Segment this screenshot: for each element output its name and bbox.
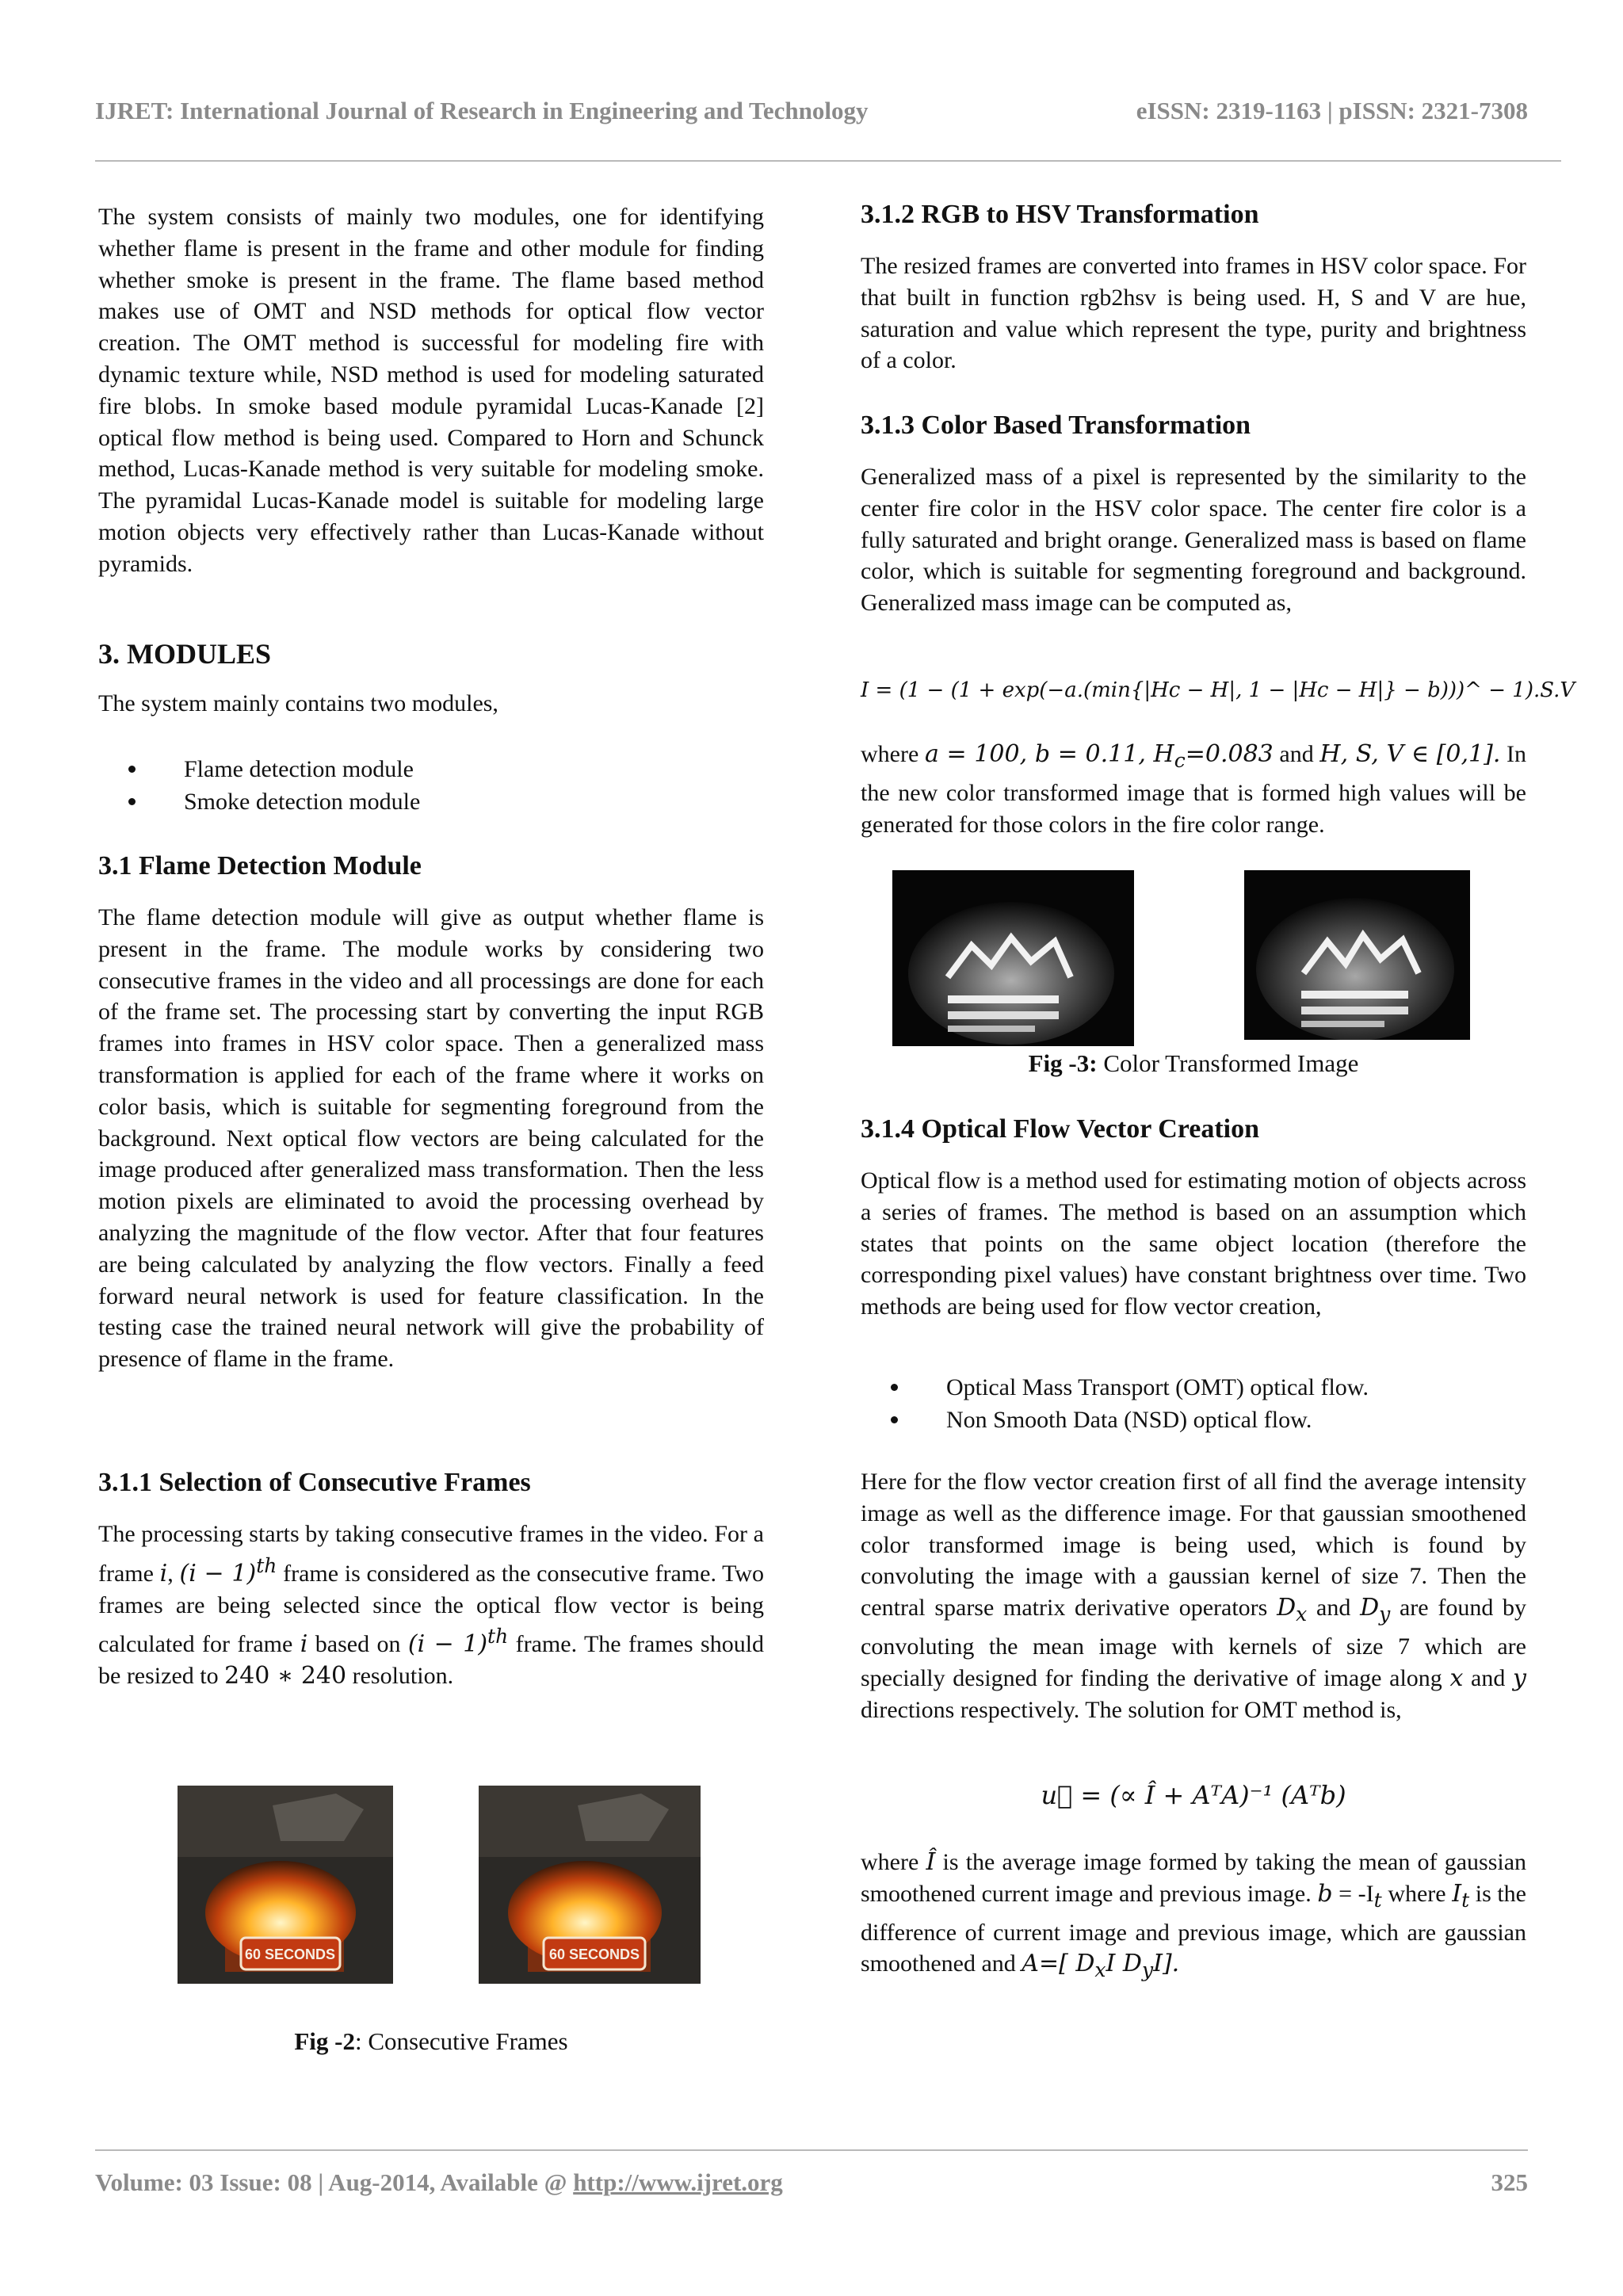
consecutive-frames-heading: 3.1.1 Selection of Consecutive Frames — [98, 1468, 531, 1497]
flow-methods-list — [861, 1371, 1526, 1436]
optical-flow-heading: 3.1.4 Optical Flow Vector Creation — [861, 1114, 1260, 1144]
modules-paragraph: The system mainly contains two modules, — [98, 690, 498, 716]
color-transform-heading: 3.1.3 Color Based Transformation — [861, 411, 1251, 440]
footer-divider — [95, 2149, 1528, 2151]
frame-label-text: 60 SECONDS — [548, 1946, 640, 1962]
page-header — [95, 97, 1528, 125]
list-item: Optical Mass Transport (OMT) optical flow. — [861, 1371, 1526, 1404]
page-number: 325 — [1491, 2168, 1528, 2196]
omt-explanation-paragraph: where Î is the average image formed by taking the mean of gaussian smoothened current image and previous image. $b = -I_t$ where $I_t$ is the difference of current image and previous image, which are gaussian smoothened and A=[ $D_xI$ $D_yI$]. — [861, 1848, 1527, 1982]
page-footer — [95, 2168, 1528, 2197]
figure-2-caption: Fig -2: Consecutive Frames — [294, 2027, 568, 2055]
journal-title: IJRET: International Journal of Research in Engineering and Technology — [95, 97, 869, 124]
rgb-hsv-heading: 3.1.2 RGB to HSV Transformation — [861, 200, 1259, 229]
list-item: Smoke detection module — [98, 785, 764, 818]
equation-parameters-paragraph: where a = 100, b = 0.11, $H_c=0.083$ and H, S, V ∈ [0,1]. In the new color transformed image that is formed high values will be generated for those colors in the fire color range. — [861, 740, 1527, 838]
rgb-hsv-paragraph: The resized frames are converted into frames in HSV color space. For that built in function rgb2hsv is being used. H, S and V are hue, saturation and value which represent the type, purity and brightness of a color. — [861, 253, 1526, 374]
generalized-mass-equation: I = (1 − (1 + exp(−a.(min{|Hc − H|, 1 − |Hc − H|} − b)))^ − 1).S.V — [861, 678, 1575, 702]
issn-info: eISSN: 2319-1163 | pISSN: 2321-7308 — [1136, 97, 1528, 124]
flow-vector-paragraph: Here for the flow vector creation first of all find the average intensity image as well as the difference image. For that gaussian smoothened color transformed image is being used, which is found by convoluting the image with a gaussian kernel of size 7. Then the central sparse matrix derivative operators $D_x$ and $D_y$ are found by convoluting the mean image with kernels of size 7 which are specially designed for finding the derivative of image along x and y directions respectively. The solution for OMT method is, — [861, 1469, 1527, 1723]
list-item: Flame detection module — [98, 753, 764, 785]
flame-module-heading: 3.1 Flame Detection Module — [98, 851, 422, 881]
color-transformed-image-2 — [1244, 870, 1470, 1040]
journal-link[interactable]: http://www.ijret.org — [573, 2168, 783, 2196]
optical-flow-paragraph: Optical flow is a method used for estimating motion of objects across a series of frames. The method is based on an assumption which states that points on the same object location (therefore the corresponding pixel values) have constant brightness over time. Two methods are being used for flow vector creation, — [861, 1167, 1526, 1320]
color-transform-paragraph: Generalized mass of a pixel is represented by the similarity to the center fire color in the HSV color space. The center fire color is a fully saturated and bright orange. Generalized mass is based on flame color, which is suitable for segmenting foreground and background. Generalized mass image can be computed as, — [861, 464, 1526, 617]
volume-info: Volume: 03 Issue: 08 | Aug-2014, Available @ http://www.ijret.org — [95, 2168, 783, 2196]
color-transformed-image-1 — [892, 870, 1134, 1046]
consecutive-frame-1 — [178, 1786, 393, 1984]
modules-list — [98, 753, 764, 818]
consecutive-frames-paragraph: The processing starts by taking consecutive frames in the video. For a frame i, $(i - 1)^{th}$ frame is considered as the consecutive frame. Two frames are being selected since the optical flow vector is being calculated for frame i based on $(i - 1)^{th}$ frame. The frames should be resized to 240 ∗ 240 resolution. — [98, 1521, 765, 1690]
intro-paragraph: The system consists of mainly two modules, one for identifying whether flame is present in the frame and other module for finding whether smoke is present in the frame. The flame based method makes use of OMT and NSD methods for optical flow vector creation. The OMT method is successful for modeling fire with dynamic texture while, NSD method is used for modeling saturated fire blobs. In smoke based module pyramidal Lucas-Kanade [2] optical flow method is being used. Compared to Horn and Schunck method, Lucas-Kanade method is very suitable for modeling smoke. The pyramidal Lucas-Kanade model is suitable for modeling large motion objects very effectively rather than Lucas-Kanade without pyramids. — [98, 204, 764, 577]
flame-module-paragraph: The flame detection module will give as output whether flame is present in the frame. The module works by considering two consecutive frames in the video and all processings are done for each of the frame set. The processing start by converting the input RGB frames into frames in HSV color space. Then a generalized mass transformation is applied for each of the frame where it works on color basis, which is suitable for segmenting foreground from the background. Next optical flow vectors are being calculated for the image produced after generalized mass transformation. Then the less motion pixels are eliminated to avoid the processing overhead by analyzing the magnitude of the flow vector. After that four features are being calculated by analyzing the flow vectors. Finally a feed forward neural network is used for feature classification. In the testing case the trained neural network will give the probability of presence of flame in the frame. — [98, 904, 764, 1373]
header-divider — [95, 160, 1561, 162]
frame-label-text: 60 SECONDS — [244, 1946, 336, 1962]
consecutive-frame-2 — [479, 1786, 701, 1984]
list-item: Non Smooth Data (NSD) optical flow. — [861, 1404, 1526, 1436]
figure-3-caption: Fig -3: Color Transformed Image — [1028, 1049, 1359, 1077]
omt-solution-equation: u⃗ = (∝ Î + AᵀA)⁻¹ (Aᵀb) — [1041, 1780, 1346, 1810]
modules-heading: 3. MODULES — [98, 638, 272, 670]
